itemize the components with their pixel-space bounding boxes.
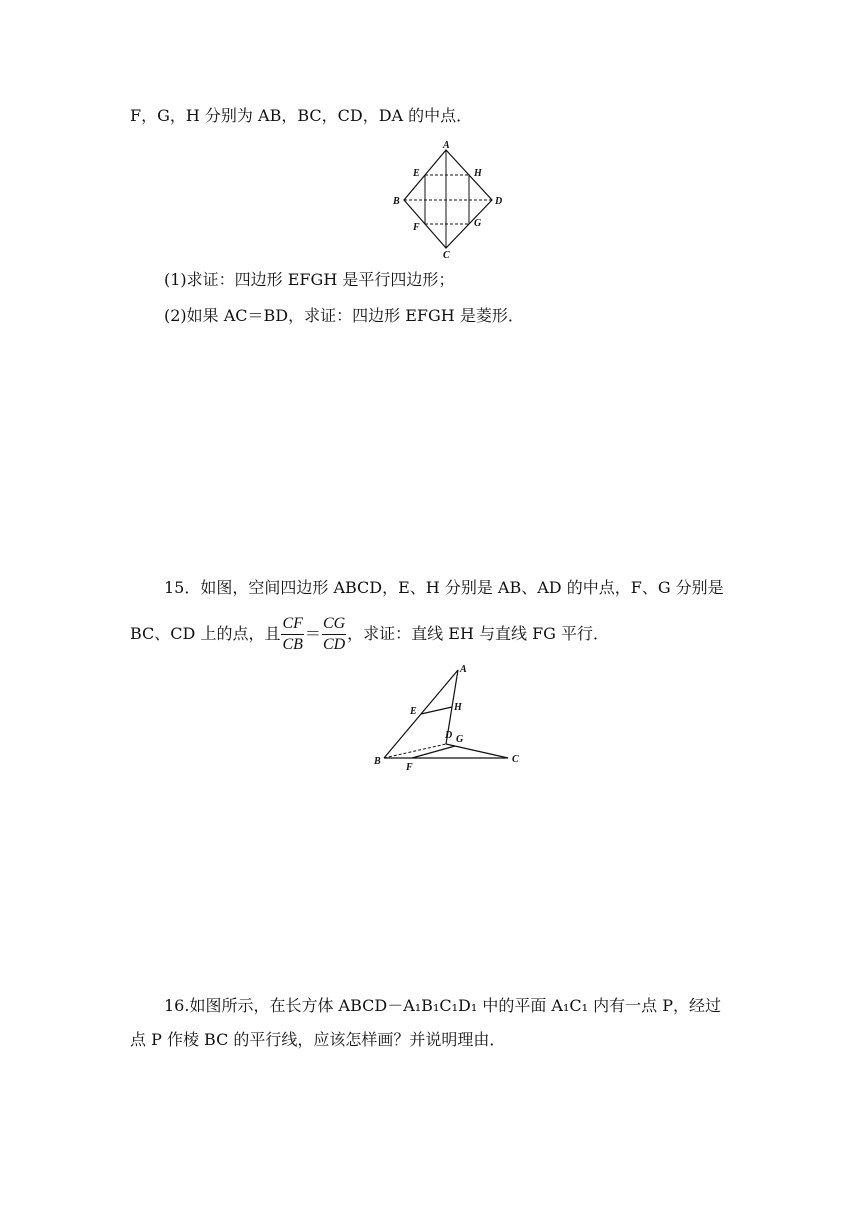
q14-part2: (2)如果 AC＝BD，求证：四边形 EFGH 是菱形．: [164, 306, 524, 325]
label-e: E: [413, 168, 420, 179]
label-e: E: [410, 706, 417, 717]
label-c: C: [512, 754, 519, 765]
label-f: F: [406, 762, 413, 773]
label-b: B: [374, 756, 381, 767]
label-b: B: [393, 196, 400, 207]
q15-line2-pre: BC、CD 上的点，且: [130, 624, 281, 643]
q15-line2-post: ，求证：直线 EH 与直线 FG 平行．: [347, 624, 610, 643]
edge-dc: [446, 744, 508, 758]
fraction-cf-cb: [281, 614, 303, 655]
label-d: D: [445, 730, 453, 741]
q16-text-line1: 16.如图所示，在长方体 ABCD－A₁B₁C₁D₁ 中的平面 A₁C₁ 内有一点 P，经过: [164, 996, 721, 1015]
q14-part1: (1)求证：四边形 EFGH 是平行四边形；: [164, 270, 455, 289]
q15-tetrahedron-figure: [370, 660, 530, 776]
q16-text-line2: 点 P 作棱 BC 的平行线，应该怎样画？并说明理由．: [130, 1030, 506, 1049]
label-h: H: [454, 702, 462, 713]
q15-text-line1: 15．如图，空间四边形 ABCD，E、H 分别是 AB、AD 的中点，F、G 分别是: [164, 578, 724, 597]
label-f: F: [413, 222, 420, 233]
q15-text-line2: [130, 612, 609, 656]
label-g: G: [456, 734, 464, 745]
label-d: D: [495, 196, 503, 207]
label-g: G: [474, 218, 482, 229]
frac2-numerator: CG: [322, 614, 346, 635]
q14-text-line1: F，G，H 分别为 AB，BC，CD，DA 的中点．: [130, 106, 473, 125]
label-c: C: [443, 250, 450, 258]
segment-fg: [412, 746, 455, 758]
frac1-numerator: CF: [281, 614, 303, 635]
label-h: H: [474, 168, 482, 179]
rhombus-outline: [404, 150, 492, 248]
equals-sign: ＝: [304, 624, 321, 643]
fraction-cg-cd: [322, 614, 346, 655]
frac2-denominator: CD: [322, 636, 346, 653]
label-a: A: [460, 664, 467, 675]
frac1-denominator: CB: [282, 636, 303, 653]
label-a: A: [443, 140, 450, 151]
q14-rhombus-figure: [388, 138, 508, 258]
